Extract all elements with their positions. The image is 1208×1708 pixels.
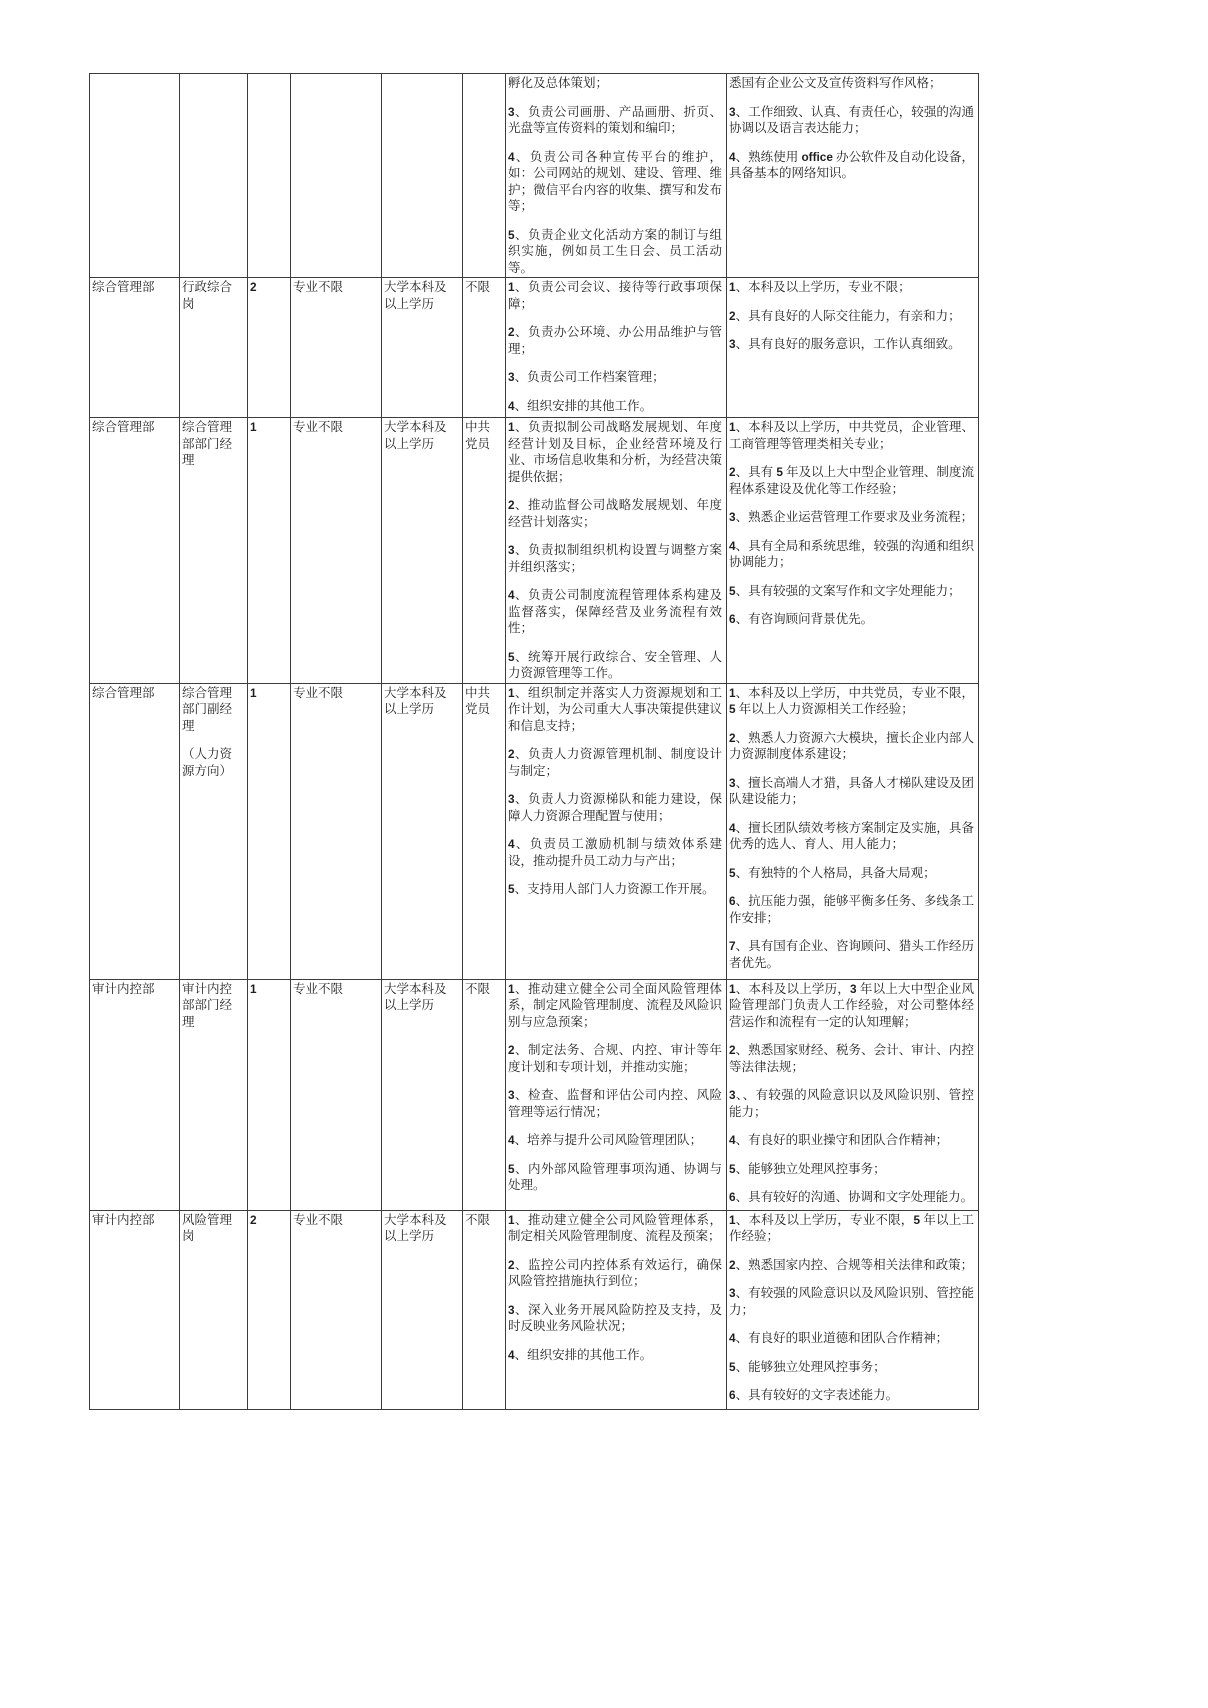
cell-paragraph: 5、能够独立处理风控事务； [729, 1359, 886, 1374]
cell-department [90, 278, 180, 418]
cell-paragraph: 1、本科及以上学历，3 年以上大中型企业风险管理部门负责人工作经验，对公司整体经营运作和流程有一定的认知理解； [729, 981, 974, 1029]
latin-text: 2 [508, 747, 515, 761]
latin-text: 5 [913, 1212, 921, 1227]
cell-paragraph: 2、熟悉人力资源六大模块，擅长企业内部人力资源制度体系建设； [729, 730, 974, 761]
latin-text: 1 [508, 685, 515, 700]
latin-text: 6 [729, 612, 736, 626]
latin-text: 2 [250, 1212, 257, 1227]
cell-responsibilities [506, 278, 727, 418]
cell-department [90, 418, 180, 684]
cell-paragraph: 3、具有良好的服务意识，工作认真细致。 [729, 337, 961, 351]
cell-paragraph: 1、推动建立健全公司风险管理体系，制定相关风险管理制度、流程及预案； [508, 1212, 722, 1243]
cell-paragraph: 综合管理部门副经理 [182, 685, 233, 733]
cell-paragraph: 审计内控部部门经理 [182, 981, 233, 1029]
cell-political [463, 979, 506, 1210]
cell-paragraph [250, 685, 286, 702]
latin-text: 1 [508, 420, 515, 434]
cell-major [291, 74, 382, 278]
cell-paragraph: 6、具有较好的文字表述能力。 [729, 1388, 899, 1402]
cell-paragraph: 2、具有 5 年及以上大中型企业管理、制度流程体系建设及优化等工作经验； [729, 465, 974, 496]
latin-text: 4 [508, 1133, 515, 1147]
cell-paragraph: 2、熟悉国家内控、合规等相关法律和政策； [729, 1257, 974, 1272]
table-row [90, 683, 979, 979]
latin-text: 3 [508, 104, 515, 119]
cell-paragraph [250, 1212, 286, 1229]
cell-requirements [727, 979, 979, 1210]
latin-text: 2 [729, 1043, 736, 1057]
cell-position [180, 74, 248, 278]
latin-text: 1 [729, 981, 736, 996]
cell-paragraph: 2、监控公司内控体系有效运行，确保风险管控措施执行到位； [508, 1257, 722, 1288]
cell-headcount [248, 74, 291, 278]
cell-requirements [727, 418, 979, 684]
cell-paragraph: 综合管理部 [92, 420, 155, 434]
latin-text: 4 [729, 149, 736, 164]
latin-text: 3 [508, 543, 515, 557]
cell-paragraph: 4、擅长团队绩效考核方案制定及实施，具备优秀的选人、育人、用人能力； [729, 820, 974, 851]
latin-text: 1 [508, 1212, 515, 1227]
cell-education [382, 1210, 463, 1409]
cell-requirements [727, 278, 979, 418]
latin-text: 4 [508, 1347, 515, 1362]
cell-paragraph: 5、内外部风险管理事项沟通、协调与处理。 [508, 1161, 722, 1192]
latin-text: 4 [508, 588, 515, 602]
cell-paragraph: 1、负责公司会议、接待等行政事项保障； [508, 280, 722, 311]
cell-paragraph: 1、本科及以上学历，专业不限，5 年以上工作经验； [729, 1212, 974, 1243]
latin-text: 5 [729, 865, 736, 880]
cell-paragraph: 大学本科及以上学历 [384, 981, 447, 1012]
latin-text: 5 [508, 882, 515, 896]
table-row [90, 74, 979, 278]
cell-paragraph: 审计内控部 [92, 1212, 155, 1227]
cell-paragraph: 中共党员 [465, 420, 491, 451]
cell-paragraph: 2、熟悉国家财经、税务、会计、审计、内控等法律法规； [729, 1043, 974, 1074]
cell-paragraph: 5、统筹开展行政综合、安全管理、人力资源管理等工作。 [508, 649, 722, 680]
latin-text: 5 [508, 227, 515, 242]
table-row [90, 979, 979, 1210]
cell-paragraph: 5、具有较强的文案写作和文字处理能力； [729, 583, 961, 598]
cell-paragraph: 孵化及总体策划； [508, 76, 609, 90]
cell-department [90, 74, 180, 278]
cell-political [463, 1210, 506, 1409]
cell-paragraph: 大学本科及以上学历 [384, 280, 447, 311]
latin-text: 3 [729, 337, 736, 351]
latin-text: 2 [250, 280, 257, 294]
table-row [90, 278, 979, 418]
cell-paragraph: 3、工作细致、认真、有责任心，较强的沟通协调以及语言表达能力； [729, 104, 974, 135]
cell-paragraph: 2、推动监督公司战略发展规划、年度经营计划落实； [508, 498, 722, 529]
latin-text: 3 [729, 104, 736, 119]
latin-text: 2 [508, 1043, 515, 1057]
cell-paragraph: 不限 [465, 981, 491, 996]
latin-text: 3 [508, 1302, 515, 1317]
latin-text: 1 [729, 280, 736, 294]
latin-text: 3 [508, 370, 515, 384]
cell-paragraph: 专业不限 [293, 280, 344, 294]
latin-text: 2 [508, 1257, 515, 1272]
cell-paragraph: 4、熟练使用 office 办公软件及自动化设备，具备基本的网络知识。 [729, 149, 974, 180]
latin-text: 5 [729, 1359, 736, 1374]
cell-paragraph: 7、具有国有企业、咨询顾问、猎头工作经历者优先。 [729, 939, 974, 970]
latin-text: 1 [508, 280, 515, 294]
cell-paragraph: 1、负责拟制公司战略发展规划、年度经营计划及目标，企业经营环境及行业、市场信息收集和分析，为经营决策提供依据； [508, 420, 722, 484]
cell-headcount [248, 1210, 291, 1409]
cell-paragraph: 不限 [465, 1212, 491, 1227]
latin-text: 5 [508, 649, 515, 664]
cell-requirements [727, 74, 979, 278]
latin-text: 2 [729, 730, 736, 745]
latin-text: 3 [729, 1088, 736, 1102]
cell-position [180, 278, 248, 418]
latin-text: 5 [729, 702, 736, 716]
cell-responsibilities [506, 74, 727, 278]
cell-responsibilities [506, 683, 727, 979]
cell-paragraph: （人力资源方向） [182, 747, 233, 778]
cell-paragraph: 专业不限 [293, 981, 344, 996]
cell-headcount [248, 683, 291, 979]
cell-paragraph: 2、负责人力资源管理机制、制度设计与制定； [508, 747, 722, 778]
cell-paragraph: 5、负责企业文化活动方案的制订与组织实施，例如员工生日会、员工活动等。 [508, 227, 722, 275]
cell-education [382, 979, 463, 1210]
latin-text: 4 [729, 538, 736, 553]
cell-paragraph: 3、负责公司工作档案管理； [508, 370, 665, 384]
latin-text: 2 [729, 308, 736, 323]
cell-education [382, 74, 463, 278]
cell-paragraph: 行政综合岗 [182, 280, 233, 311]
latin-text: 3 [508, 792, 515, 806]
cell-paragraph: 4、有良好的职业道德和团队合作精神； [729, 1331, 949, 1345]
latin-text: 4 [729, 820, 736, 835]
cell-paragraph: 4、组织安排的其他工作。 [508, 1347, 653, 1362]
cell-department [90, 1210, 180, 1409]
cell-paragraph: 3、、有较强的风险意识以及风险识别、管控能力； [729, 1088, 974, 1119]
latin-text: 4 [729, 1133, 736, 1147]
cell-paragraph: 3、熟悉企业运营管理工作要求及业务流程； [729, 510, 974, 524]
cell-paragraph: 1、本科及以上学历，中共党员，企业管理、工商管理等管理类相关专业； [729, 420, 974, 451]
cell-paragraph: 综合管理部部门经理 [182, 420, 233, 467]
cell-paragraph [250, 981, 286, 998]
cell-education [382, 683, 463, 979]
cell-paragraph: 5、有独特的个人格局，具备大局观； [729, 865, 936, 880]
latin-text: 2 [729, 1257, 736, 1272]
cell-paragraph: 大学本科及以上学历 [384, 420, 447, 451]
cell-political [463, 278, 506, 418]
latin-text: 3 [850, 981, 857, 996]
latin-text: 1 [729, 420, 736, 434]
latin-text: 3 [729, 1286, 736, 1300]
cell-paragraph: 2、具有良好的人际交往能力，有亲和力； [729, 308, 961, 323]
cell-paragraph: 专业不限 [293, 420, 344, 434]
table-row [90, 1210, 979, 1409]
cell-paragraph: 1、组织制定并落实人力资源规划和工作计划，为公司重大人事决策提供建议和信息支持； [508, 685, 722, 733]
cell-paragraph: 5、支持用人部门人力资源工作开展。 [508, 882, 715, 896]
cell-paragraph: 4、组织安排的其他工作。 [508, 398, 653, 413]
latin-text: 2 [729, 465, 736, 479]
cell-paragraph: 4、负责员工激励机制与绩效体系建设，推动提升员工动力与产出； [508, 837, 722, 868]
cell-paragraph: 3、负责人力资源梯队和能力建设，保障人力资源合理配置与使用； [508, 792, 722, 823]
cell-requirements [727, 683, 979, 979]
cell-paragraph: 3、检查、监督和评估公司内控、风险管理等运行情况； [508, 1088, 722, 1119]
latin-text: 5 [508, 1161, 515, 1176]
cell-paragraph [250, 279, 286, 296]
latin-text: 6 [729, 894, 736, 908]
cell-paragraph: 1、本科及以上学历，中共党员，专业不限，5 年以上人力资源相关工作经验； [729, 685, 974, 716]
cell-major [291, 1210, 382, 1409]
latin-text: 1 [729, 1212, 736, 1227]
cell-position [180, 418, 248, 684]
cell-paragraph: 3、有较强的风险意识以及风险识别、管控能力； [729, 1286, 974, 1317]
cell-paragraph: 4、培养与提升公司风险管理团队； [508, 1133, 703, 1147]
cell-paragraph: 综合管理部 [92, 280, 155, 294]
cell-position [180, 979, 248, 1210]
latin-text: 4 [508, 837, 515, 851]
cell-paragraph: 中共党员 [465, 685, 491, 716]
latin-text: 2 [508, 325, 515, 339]
cell-paragraph: 4、负责公司制度流程管理体系构建及监督落实，保障经营及业务流程有效性； [508, 588, 722, 635]
cell-paragraph: 2、负责办公环境、办公用品维护与管理； [508, 325, 722, 356]
cell-paragraph: 大学本科及以上学历 [384, 1212, 447, 1243]
cell-paragraph: 不限 [465, 280, 491, 294]
cell-requirements [727, 1210, 979, 1409]
latin-text: 2 [508, 498, 515, 512]
latin-text: 4 [508, 398, 515, 413]
cell-major [291, 278, 382, 418]
latin-text: 4 [729, 1331, 736, 1345]
cell-paragraph: 1、推动建立健全公司全面风险管理体系，制定风险管理制度、流程及风险识别与应急预案； [508, 981, 722, 1029]
latin-text: 3 [508, 1088, 515, 1102]
latin-text: 1 [729, 685, 736, 700]
table-row [90, 418, 979, 684]
latin-text: 5 [776, 465, 783, 479]
cell-paragraph [250, 419, 286, 436]
latin-text: 6 [729, 1388, 736, 1402]
cell-paragraph: 1、本科及以上学历，专业不限； [729, 280, 911, 294]
cell-paragraph: 审计内控部 [92, 981, 155, 996]
cell-paragraph: 6、抗压能力强，能够平衡多任务、多线条工作安排； [729, 894, 974, 925]
cell-paragraph: 大学本科及以上学历 [384, 685, 447, 716]
cell-major [291, 683, 382, 979]
cell-paragraph: 4、具有全局和系统思维，较强的沟通和组织协调能力； [729, 538, 974, 569]
cell-paragraph: 悉国有企业公文及宣传资料写作风格； [729, 76, 942, 90]
cell-paragraph: 专业不限 [293, 1212, 344, 1227]
latin-text: 1 [250, 420, 257, 434]
cell-education [382, 418, 463, 684]
cell-political [463, 683, 506, 979]
cell-paragraph: 3、负责拟制组织机构设置与调整方案并组织落实； [508, 543, 722, 574]
cell-position [180, 1210, 248, 1409]
cell-headcount [248, 418, 291, 684]
cell-paragraph: 4、负责公司各种宣传平台的维护，如：公司网站的规划、建设、管理、维护；微信平台内容的收集、撰写和发布等； [508, 149, 722, 213]
cell-paragraph: 3、擅长高端人才猎，具备人才梯队建设及团队建设能力； [729, 775, 974, 806]
latin-text: 5 [729, 583, 736, 598]
cell-major [291, 418, 382, 684]
cell-paragraph: 6、有咨询顾问背景优先。 [729, 612, 874, 626]
cell-responsibilities [506, 979, 727, 1210]
latin-text: 1 [250, 685, 257, 700]
cell-department [90, 683, 180, 979]
latin-text: 7 [729, 939, 736, 953]
latin-text: office [801, 149, 833, 164]
cell-paragraph: 4、有良好的职业操守和团队合作精神； [729, 1133, 949, 1147]
cell-paragraph: 3、深入业务开展风险防控及支持，及时反映业务风险状况； [508, 1302, 722, 1333]
latin-text: 6 [729, 1190, 736, 1204]
cell-major [291, 979, 382, 1210]
recruitment-table-body [90, 74, 979, 1410]
cell-headcount [248, 979, 291, 1210]
cell-paragraph: 3、负责公司画册、产品画册、折页、光盘等宣传资料的策划和编印； [508, 104, 722, 135]
latin-text: 5 [729, 1161, 736, 1176]
cell-paragraph: 综合管理部 [92, 685, 155, 700]
latin-text: 4 [508, 149, 515, 164]
cell-paragraph: 风险管理岗 [182, 1212, 233, 1243]
cell-paragraph: 6、具有较好的沟通、协调和文字处理能力。 [729, 1190, 974, 1204]
latin-text: 3 [729, 510, 736, 524]
recruitment-table [89, 73, 979, 1410]
cell-responsibilities [506, 418, 727, 684]
latin-text: 3 [729, 775, 736, 790]
cell-paragraph: 5、能够独立处理风控事务； [729, 1161, 886, 1176]
cell-paragraph: 专业不限 [293, 685, 344, 700]
cell-political [463, 74, 506, 278]
cell-position [180, 683, 248, 979]
latin-text: 1 [508, 981, 515, 996]
cell-political [463, 418, 506, 684]
cell-department [90, 979, 180, 1210]
cell-responsibilities [506, 1210, 727, 1409]
cell-education [382, 278, 463, 418]
cell-headcount [248, 278, 291, 418]
latin-text: 1 [250, 981, 257, 996]
cell-paragraph: 2、制定法务、合规、内控、审计等年度计划和专项计划，并推动实施； [508, 1043, 722, 1074]
